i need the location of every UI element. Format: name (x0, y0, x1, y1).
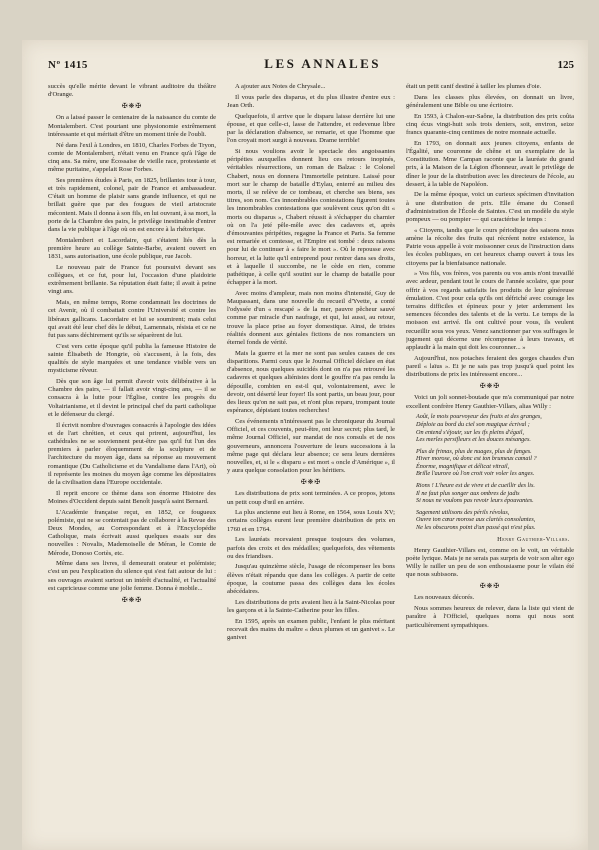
article-paragraph: Mais, en même temps, Rome condamnait les doctrines de cet Avenir, où il combattait contre l'Université et contre les libéraux gallicans. Lacordaire et lui se soumirent; mais celui qui avait été leur chef dès le début, Lamennais, résista et ce ne fut pas sans déchirement qu'ils se séparèrent de lui. (48, 299, 216, 339)
article-paragraph: « Citoyens, tandis que le cours périodique des saisons nous amène la récolte des fruits qui récréent notre existence, la Patrie vous appelle à voir moissonner ceux de l'instruction dans les écoles publiques, en cet heureux champ ouvert à tous les citoyens par la bienfaisance nationale. (406, 226, 574, 267)
article-paragraph: A ajouter aux Notes de Chrysale... (235, 83, 326, 90)
article-paragraph: Même dans ses livres, il demeurait orateur et polémiste; c'est un peu l'explication du silence qui s'est fait autour de lui : ses ouvrages avaient surtout un intérêt d'actualité, et l'actualité est capricieuse comme une jolie femme. Donna è mobile... (48, 560, 216, 592)
article-paragraph: Il reprit encore ce thème dans son énorme Histoire des Moines d'Occident depuis saint Benoît jusqu'à saint Bernard. (48, 489, 216, 505)
section-separator-ornament: ✠❋✠ (121, 102, 143, 111)
column-1 (48, 83, 216, 842)
column-3 (406, 83, 574, 842)
issue-number: Nº 1415 (48, 59, 88, 71)
poem-signature: Henry Gauthier-Villars. (497, 535, 570, 543)
article-paragraph: succès qu'elle mérite devant le vibrant auditoire du théâtre d'Orange. (48, 83, 216, 99)
article-paragraph: Mais la guerre et la mer ne sont pas seules causes de ces disparitions. Parmi ceux que le Journal Officiel déclare en état d'absence, nous quelques suicidés dont on n'a pas retrouvé les cadavres et quelques aliénistes dont le gouffre n'a pas rendu la dépouille, combien en est-il qui, volontairement, avec le devoir, ont déserté leur foyer! Ils sont partis, un beau jour, pour des lieux qu'on ne sait pas, et n'ont plus reparu, trompant toute espérance, dépistant toutes recherches! (227, 349, 395, 415)
article-paragraph: Dans les classes plus élevées, on donnait un livre, généralement une Bible ou une écritoire. (406, 93, 574, 109)
article-paragraph: Montalembert et Lacordaire, qui s'étaient liés dès la première heure au collège Sainte-Barbe, avaient ouvert en 1831, sans autorisation, une école publique, rue Jacob. (48, 236, 216, 261)
article-paragraph: On a laissé passer le centenaire de la naissance du comte de Montalembert. C'est pourtant une physionomie extrêmement intéressante et qui méritait d'être un moment tirée de l'oubli. (48, 114, 216, 138)
article-paragraph: Henry Gauthier-Villars est, comme on le voit, un véritable poète lyrique. Mais je ne serais pas surpris de voir son alter ego Willy le railler un peu de son enthousiasme pour le vilain été que nous subissons. (406, 546, 574, 579)
article-paragraph: » Vos fils, vos frères, vos parents ou vos amis n'ont travaillé avec ardeur, pendant tout le cours de l'année scolaire, que pour offrir à vos regards satisfaits les produits de leur généreuse émulation. C'est pour cela qu'ils ont défriché avec courage les terrains difficiles et épineux pour y jeter ardemment les semences fécondes des talents et de la vertu. Le temps de la moisson est arrivé. Ils ont cultivé pour vous, ils veulent recueillir sous vos yeux. Venez sanctionner par vos suffrages le jugement qui décerne une récompense à leurs travaux, et applaudir à la main qui doit les couronner... » (406, 270, 574, 352)
article-paragraph: En 1593, à Chalon-sur-Saône, la distribution des prix coûta cinq écus vingt-huit sols trois deniers, soit, environ, seize francs quarante-cinq centimes de notre monnaie actuelle. (406, 112, 574, 137)
article-paragraph: L'Académie française reçut, en 1852, ce fougueux polémiste, qui ne se contentait pas de collaborer à la Revue des Deux Mondes, au Correspondant et à l'Encyclopédie Catholique, mais écrivait aussi quelques essais sur des nouvelles : Novalis, Mademoiselle de Méran, le Comte de Mérode, Donoso Cortès, etc. (48, 508, 216, 557)
article-paragraph: Si nous voulions avoir le spectacle des angoissantes péripéties auxquelles donnent lieu ces retours inopinés, véritables résurrections, un roman de Balzac : le Colonel Chabert, nous en donnera l'immortelle peinture. Laissé pour mort sur le champ de bataille d'Eylau, enterré au milieu des morts, il se relève de ce tombeau, et cherche ses biens, ses titres, son nom. Ces innombrables contestations figurent toutes les innombrables contestations que soulèvent ceux qu'on dit « morts ou disparus », Chabert réussit à s'échapper du charnier où on l'a jeté pêle-mêle avec des cadavres et, après d'émouvantes péripéties, regagne la France et Paris. Sa femme est remariée et comtesse, et l'Empire est tombé : deux raisons pour lui de continuer à « faire le mort ». Où le repousse avec horreur, et la lutte qu'il entreprend pour rentrer dans ses droits, et à laquelle il succombe, ne le cède en rien, comme pathétique, à celle qu'il soutint sur le champ de bataille pour échapper à la mort. (227, 147, 395, 287)
article-paragraph: De la même époque, voici un curieux spécimen d'invitation à une distribution de prix. Elle émane du Conseil d'administration de l'École de Saintes. C'est un modèle du style pompeux — ou pompier — qui caractérise le temps : (406, 191, 574, 224)
article-paragraph: Avec moins d'ampleur, mais non moins d'intensité, Guy de Maupassant, dans une nouvelle du recueil d'Yvette, a conté l'odyssée d'un « rescapé » de la mer, pauvre pêcheur sauvé comme par miracle d'un naufrage, et qui, lui aussi, au retour, trouve la place prise au foyer domestique. Ainsi, de tristes réalités donnent aux géniales fictions de nos romanciers un éternel fonds de vérité. (227, 289, 395, 347)
section-separator-ornament: ✠❋✠ (300, 478, 322, 487)
article-paragraph: La plus ancienne eut lieu à Rome, en 1564, sous Louis XV; certains collèges eurent leur première distribution de prix en 1760 et en 1764. (227, 509, 395, 533)
poem-stanza: Rions ! L'heure est de vivre et de cueillir des lis. Il ne faut plus songer aux ombres de jadis Si nous ne voulons pas revoir leurs épouvantes. (416, 482, 535, 505)
article-paragraph: Le nouveau pair de France fut poursuivi devant ses collègues, et ce fut, pour lui, l'occasion d'une plaidoirie extrêmement brillante. Sa réputation était faite; il avait à peine vingt ans. (48, 263, 216, 296)
article-paragraph: Dès que son âge lui permit d'avoir voix délibérative à la Chambre des pairs, — il fallait avoir vingt-cinq ans, — il se consacra à la lutte pour l'Église, contre les progrès du Voltairianisme, et il devint le principal chef du parti catholique et le défenseur du clergé. (48, 378, 216, 418)
newspaper-page (22, 40, 588, 850)
section-separator-ornament: ✠❋✠ (121, 596, 143, 605)
page-number: 125 (557, 59, 574, 71)
poem-stanza: Août, le mois pourvoyeur des fruits et des granges, Déploie au bord du ciel son magique écrival ; On entend s'éjouir, sur les ifs pleins d'égail, Les merles persifleurs et les douces mésanges. (416, 413, 542, 444)
poem-stanza: Sagement utilisons des périls révolus, Ouvre ton cœur morose aux clartés consolantes, Ne les obscurons point d'un passé qui n'est plus. (416, 508, 536, 532)
text-columns (48, 83, 574, 842)
article-paragraph: Il écrivit nombre d'ouvrages consacrés à l'apologie des idées et de l'art chrétien, et ceux qui prirent, aujourd'hui, les cathédrales ne se souviennent peut-être pas qu'il fut l'un des premiers à parler éloquemment de la sculpture et de l'architecture du moyen âge, dans sa réponse au mouvement romantique (Du Catholicisme et du Vandalisme dans l'Art), où il représente les moines du moyen âge comme les dépositaires de la civilisation dans l'Europe occidentale. (48, 421, 216, 486)
article-paragraph: Il vous parle des disparus, et du plus illustre d'entre eux : Jean Orth. (227, 93, 395, 109)
article-paragraph: Quelquefois, il arrive que le disparu laisse derrière lui une épouse, et que celle-ci, lasse de l'attendre, et redevenue libre par la déclaration d'absence, se remarie, et que l'homme que l'on croyait mort surgit à nouveau. Drame terrible! (227, 112, 395, 145)
section-separator-ornament: ✠❋✠ (479, 582, 501, 591)
article-paragraph: En 1595, après un examen public, l'enfant le plus méritant recevait des mains du maître « deux plumes et un ganivet ». Le ganivet (227, 617, 395, 642)
page-header (48, 56, 574, 78)
article-paragraph: Les distributions de prix avaient lieu à la Saint-Nicolas pour les garçons et à la Sainte-Catherine pour les filles. (227, 598, 395, 614)
article-paragraph: Les nouveaux décorés. (414, 594, 475, 602)
article-paragraph: Les distributions de prix sont terminées. A ce propos, jetons un petit coup d'œil en arrière. (227, 490, 395, 506)
newspaper-title: LES ANNALES (264, 56, 382, 71)
article-paragraph: Voici un joli sonnet-boutade que m'a communiqué par notre excellent confrère Henry Gauthier-Villars, alias Willy : (406, 394, 574, 410)
article-paragraph: Nous sommes heureux de relever, dans la liste qui vient de paraître à l'Officiel, quelques noms qui nous sont particulièrement sympathiques. (406, 605, 574, 629)
article-paragraph: En 1793, on donnait aux jeunes citoyens, enfants de l'Égalité, une couronne de chêne et un exemplaire de la Constitution. Mme Campan raconte que la lauréate du grand prix, à la Maison de la Légion d'honneur, avait le privilège de dîner le jour de la distribution avec les directeurs de l'école, au dessert, à la table de Napoléon. (406, 139, 574, 188)
article-paragraph: C'est vers cette époque qu'il publia la fameuse Histoire de sainte Élisabeth de Hongrie, où s'accusent, à la fois, des qualités de style marquées et une tendance visible vers un mysticisme rêveur. (48, 342, 216, 375)
article-paragraph: Les lauréats recevaient presque toujours des volumes, parfois des croix et des médailles; quelquefois, des vêtements ou des friandises. (227, 536, 395, 560)
article-paragraph: était un petit canif destiné à tailler les plumes d'oie. (406, 83, 542, 90)
article-paragraph: Ses premières études à Paris, en 1825, brillantes tour à tour, et très rapidement, colonel, pair de France et ambassadeur. C'était un homme de plaisir sans grande influence, et qui ne brillait guère que par des fougues de vieil aristocrate mécontent. Mais il donna à son fils, en lui ouvrant, à sa mort, la porte de la Chambre des pairs, le privilège inestimable d'entrer dans la vie publique à l'âge où on est encore à la rhétorique. (48, 176, 216, 234)
article-paragraph: Jusqu'au quinzième siècle, l'usage de récompenser les bons élèves n'était répandu que dans les collèges. A partir de cette époque, la coutume passa des collèges dans les écoles abécédaires. (227, 563, 395, 596)
column-2 (227, 83, 395, 842)
article-paragraph: Né dans l'exil à Londres, en 1810, Charles Forbes de Tryon, comte de Montalembert, n'était venu en France qu'à l'âge de cinq ans. Sa mère, une Écossaise de vieille race, protestante et même puritaine, s'appelait Rose Forbes. (48, 141, 216, 174)
poem-stanza: Plus de frimas, plus de nuages, plus de fanges. Hiver morose, où donc est ton brumeux camail ? Énorme, magnifique et délicat vitrail, Brille l'aurore où l'on croit voir voler les anges. (416, 447, 537, 478)
article-paragraph: Ces événements n'intéressent pas le chroniqueur du Journal Officiel, et ces couvents, peut-être, ont leur secret; plus tard, le même Journal Officiel, sur mandat de nos consuls et de nos gouverneurs, annoncera l'ouverture de leurs successions à la même page qui déclara leur absence; ce sera leurs dernières nouvelles, et, si le « disparu » est mort « oncle d'Amérique », il y aura quelque consolation pour les héritiers. (227, 417, 395, 475)
section-separator-ornament: ✠❋✠ (479, 382, 501, 391)
article-paragraph: Aujourd'hui, nos potaches feraient des gorges chaudes d'un pareil « laïus ». Et je ne sais pas trop jusqu'à quel point les distributions de prix les intéressent encore... (406, 354, 574, 379)
